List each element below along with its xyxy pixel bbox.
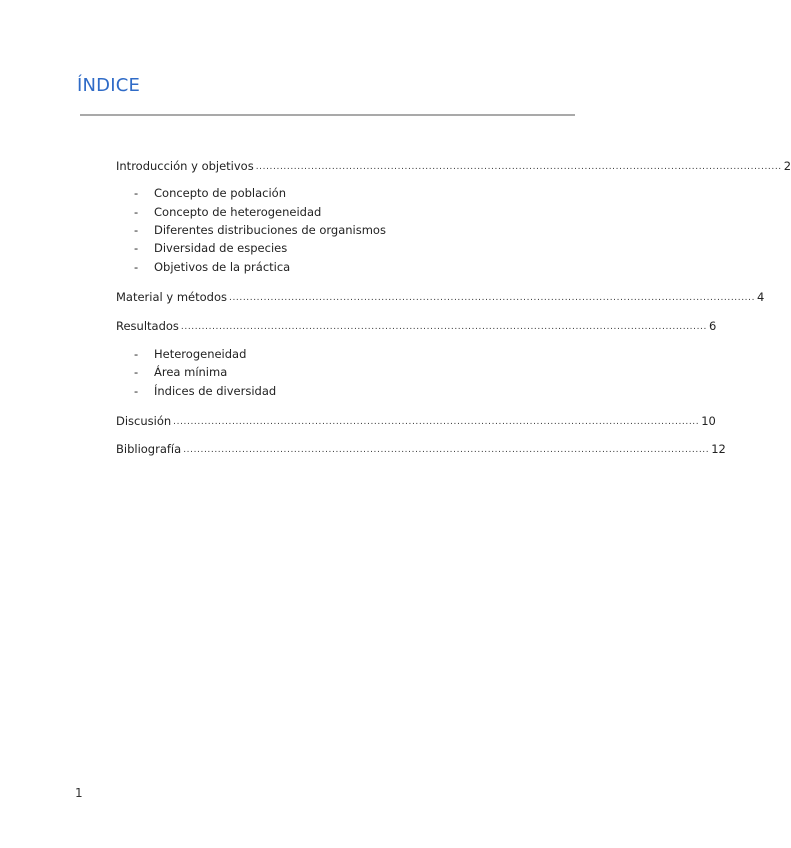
toc-sub-entry[interactable] — [134, 184, 286, 202]
toc-entry-page: 10 — [701, 414, 716, 428]
toc-entry-bibliografia[interactable] — [116, 439, 726, 457]
toc-entry-page: 2 — [783, 159, 791, 173]
dot-leader: ........................................................................................................................................................ — [255, 162, 782, 172]
toc-sub-entry[interactable] — [134, 382, 276, 400]
toc-sub-entry[interactable] — [134, 258, 290, 276]
toc-entry-label: Bibliografía — [116, 442, 182, 456]
toc-sub-label: Diferentes distribuciones de organismos — [154, 223, 386, 237]
toc-sub-label: Heterogeneidad — [154, 347, 247, 361]
list-bullet: - — [134, 241, 139, 255]
toc-sub-entry[interactable] — [134, 203, 321, 221]
list-bullet: - — [134, 384, 139, 398]
toc-sub-label: Objetivos de la práctica — [154, 260, 291, 274]
toc-sub-label: Índices de diversidad — [154, 384, 277, 398]
dot-leader: ........................................................................................................................................................ — [180, 322, 707, 332]
toc-entry-intro[interactable] — [116, 156, 791, 174]
page-number: 1 — [75, 786, 83, 800]
toc-entry-page: 4 — [757, 290, 765, 304]
title-divider — [80, 114, 575, 116]
dot-leader: ........................................................................................................................................................ — [173, 417, 700, 427]
dot-leader: ........................................................................................................................................................ — [183, 445, 710, 455]
toc-sub-entry[interactable] — [134, 363, 227, 381]
list-bullet: - — [134, 347, 139, 361]
list-bullet: - — [134, 186, 139, 200]
toc-entry-label: Resultados — [116, 319, 179, 333]
toc-entry-label: Introducción y objetivos — [116, 159, 254, 173]
dot-leader: ........................................................................................................................................................ — [229, 293, 756, 303]
toc-sub-label: Concepto de población — [154, 186, 287, 200]
toc-entry-label: Discusión — [116, 414, 172, 428]
list-bullet: - — [134, 205, 139, 219]
toc-sub-entry[interactable] — [134, 221, 386, 239]
toc-entry-material[interactable] — [116, 287, 765, 305]
toc-sub-label: Área mínima — [154, 365, 228, 379]
toc-sub-label: Diversidad de especies — [154, 241, 288, 255]
toc-entry-resultados[interactable] — [116, 316, 717, 334]
list-bullet: - — [134, 223, 139, 237]
page-title: ÍNDICE — [77, 75, 141, 96]
toc-entry-page: 6 — [708, 319, 717, 333]
toc-entry-page: 12 — [711, 442, 726, 456]
toc-entry-label: Material y métodos — [116, 290, 227, 304]
toc-sub-entry[interactable] — [134, 345, 246, 363]
toc-entry-discusion[interactable] — [116, 411, 716, 429]
toc-sub-entry[interactable] — [134, 239, 287, 257]
toc-sub-label: Concepto de heterogeneidad — [154, 205, 322, 219]
list-bullet: - — [134, 365, 139, 379]
list-bullet: - — [134, 260, 139, 274]
